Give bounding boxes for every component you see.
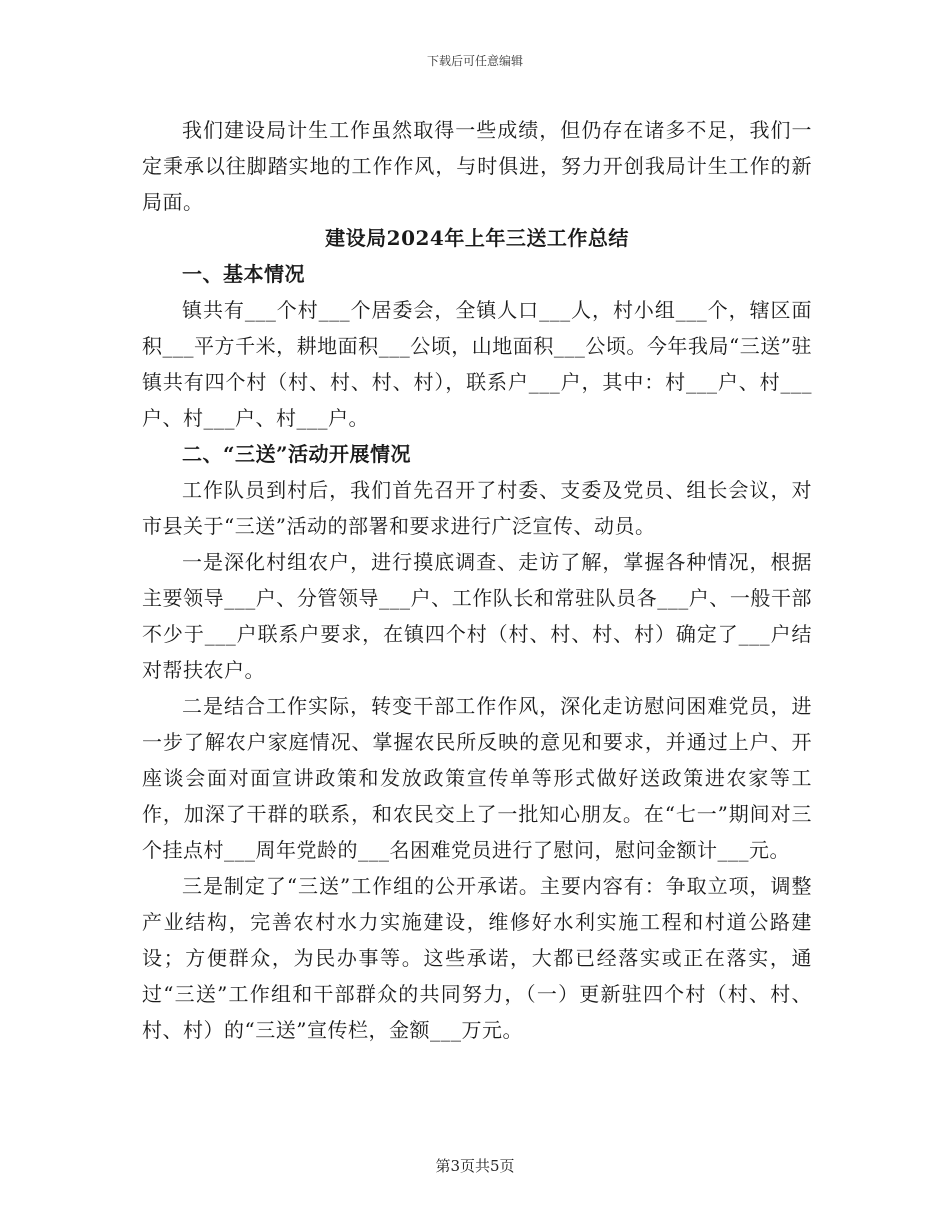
basic-info-paragraph: 镇共有___个村___个居委会，全镇人口___人，村小组___个，辖区面积___平方千米，耕地面积___公顷，山地面积___公顷。今年我局“三送”驻镇共有四个村（村、村、村、村），联系户___户，其中：村___户、村___户、村___户、村___户。 (142, 298, 812, 430)
section-heading-basic-info: 一、基本情况 (182, 262, 305, 286)
section-heading-activities: 二、“三送”活动开展情况 (182, 442, 412, 466)
header-note: 下载后可任意编辑 (426, 54, 523, 68)
activities-paragraph-2: 一是深化村组农户，进行摸底调查、走访了解，掌握各种情况，根据主要领导___户、分管领导___户、工作队长和常驻队员各___户、一般干部不少于___户联系户要求，在镇四个村（村、村、村、村）确定了___户结对帮扶农户。 (142, 550, 812, 682)
activities-paragraph-3: 二是结合工作实际，转变干部工作作风，深化走访慰问困难党员，进一步了解农户家庭情况、掌握农民所反映的意见和要求，并通过上户、开座谈会面对面宣讲政策和发放政策宣传单等形式做好送政策进农家等工作，加深了干群的联系，和农民交上了一批知心朋友。在“七一”期间对三个挂点村___周年党龄的___名困难党员进行了慰问，慰问金额计___元。 (142, 694, 812, 862)
intro-paragraph: 我们建设局计生工作虽然取得一些成绩，但仍存在诸多不足，我们一定秉承以往脚踏实地的工作作风，与时俱进，努力开创我局计生工作的新局面。 (142, 118, 812, 214)
page-footer: 第3页共5页 (435, 1157, 515, 1175)
document-title: 建设局2024年上年三送工作总结 (325, 226, 629, 250)
activities-paragraph-4: 三是制定了“三送”工作组的公开承诺。主要内容有：争取立项，调整产业结构，完善农村水力实施建设，维修好水利实施工程和村道公路建设；方便群众，为民办事等。这些承诺，大都已经落实或正在落实，通过“三送”工作组和干部群众的共同努力，（一）更新驻四个村（村、村、村、村）的“三送”宣传栏，金额___万元。 (142, 874, 812, 1042)
activities-paragraph-1: 工作队员到村后，我们首先召开了村委、支委及党员、组长会议，对市县关于“三送”活动的部署和要求进行广泛宣传、动员。 (142, 478, 812, 538)
document-body (142, 112, 812, 1048)
